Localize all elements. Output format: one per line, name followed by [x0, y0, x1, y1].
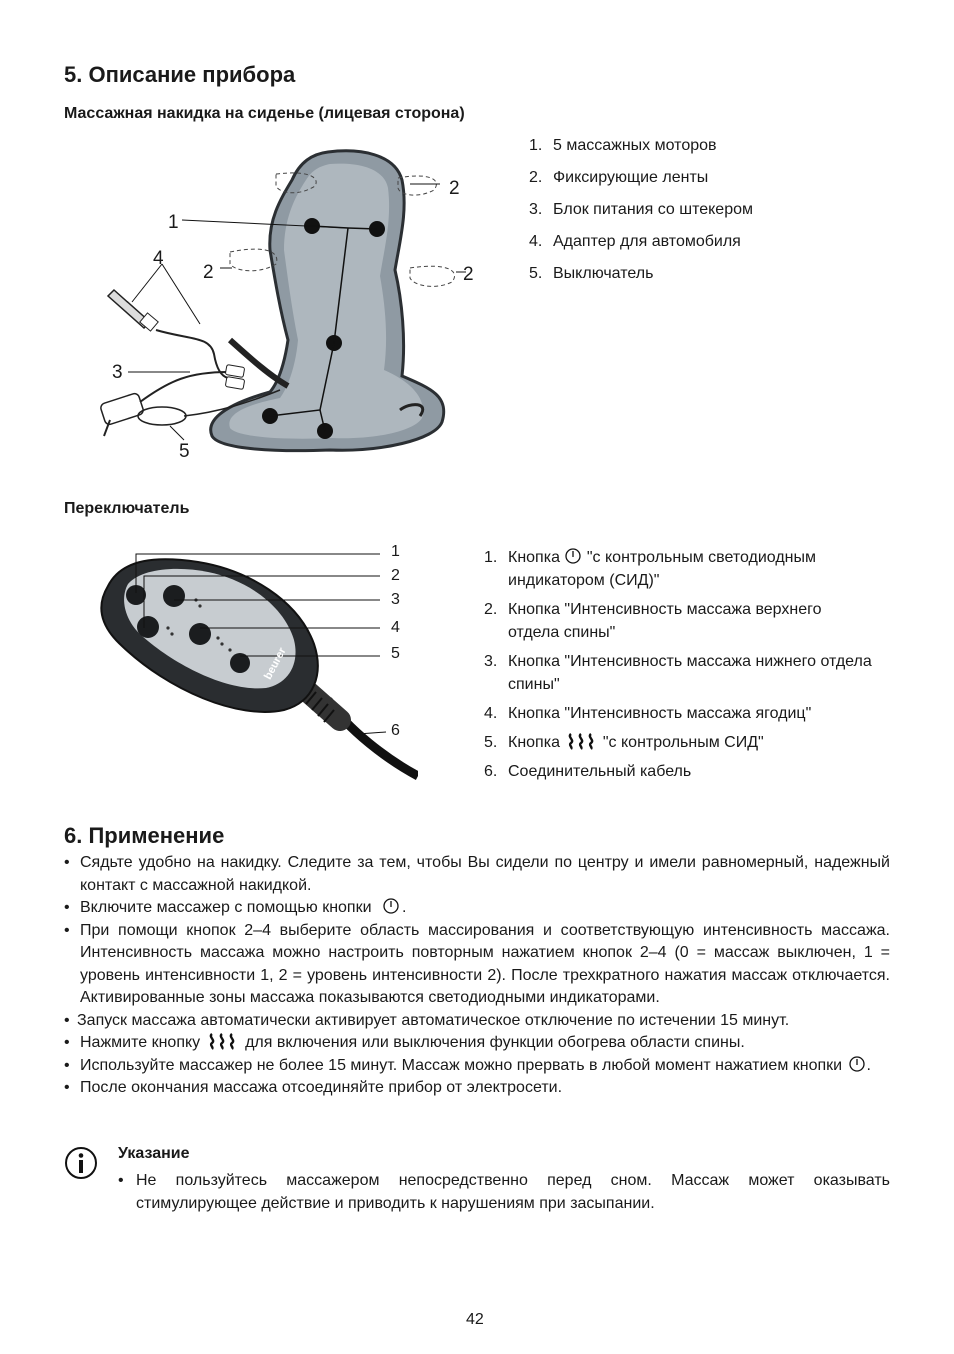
list-item: • Запуск массажа автоматически активирует автоматическое отключение по истечении 15 минут. [64, 1011, 790, 1029]
power-icon [376, 897, 402, 915]
list-item: 2. Фиксирующие ленты [529, 169, 709, 186]
list-item: • Включите массажер с помощью кнопки . [64, 899, 407, 916]
info-icon [64, 1146, 98, 1180]
switch-subtitle: Переключатель [64, 500, 190, 517]
heat-icon [205, 1032, 241, 1050]
list-item: 6. Соединительный кабель [484, 763, 692, 780]
list-item: 5. Кнопка "с контрольным СИД" [484, 734, 764, 751]
list-item: 3. Блок питания со штекером [529, 201, 753, 218]
callout-label: 2 [391, 567, 400, 584]
power-icon [847, 1055, 867, 1073]
list-item: • При помощи кнопок 2–4 выберите область массирования и соответствующую интенсивность массажа. Интенсивность массажа можно настроить повторным нажатием кнопок 2–4 (0 = массаж выключен, 1 = уровень интенсивности 1, 2 = уровень интенсивности 2). После трехкратного нажатия массаж отключается. Активированные зоны массажа показываются светодиодными индикаторами. [64, 921, 890, 1006]
list-item: 4. Кнопка "Интенсивность массажа ягодиц" [484, 705, 812, 722]
callout-label: 3 [391, 591, 400, 608]
callout-label: 2 [203, 262, 214, 283]
callout-label: 4 [153, 248, 164, 269]
brand-logo: beurer [262, 645, 289, 682]
list-item: • Не пользуйтесь массажером непосредственно перед сном. Массаж может оказывать стимулирующее действие и приводить к нарушениям при засыпании. [118, 1172, 890, 1212]
note-list [118, 1170, 890, 1215]
list-item: 1. 5 массажных моторов [529, 137, 717, 154]
callout-label: 4 [391, 619, 400, 636]
list-item: 2. Кнопка "Интенсивность массажа верхнего отдела спины" [484, 601, 822, 641]
section-title: 5. Описание прибора [64, 62, 296, 87]
remote-switch-illustration [88, 540, 418, 784]
callout-label: 5 [179, 441, 190, 462]
seat-parts-list [529, 137, 753, 297]
list-item: 4. Адаптер для автомобиля [529, 233, 741, 250]
callout-label: 1 [391, 543, 400, 560]
list-item: 1. Кнопка "с контрольным светодиодным индикатором (СИД)" [484, 549, 817, 589]
callout-label: 2 [449, 178, 460, 199]
callout-label: 6 [391, 722, 400, 739]
seat-subtitle: Массажная накидка на сиденье (лицевая сторона) [64, 105, 465, 122]
section-title: 6. Применение [64, 823, 225, 848]
power-icon [564, 547, 582, 565]
page-number: 42 [466, 1311, 484, 1328]
car-adapter [108, 290, 228, 378]
list-item: • Используйте массажер не более 15 минут. Массаж можно прервать в любой момент нажатием кнопки . [64, 1056, 871, 1074]
callout-label: 2 [463, 264, 474, 285]
list-item: • Нажмите кнопку для включения или выключения функции обогрева области спины. [64, 1034, 745, 1051]
list-item: • После окончания массажа отсоединяйте прибор от электросети. [64, 1079, 563, 1096]
seat-cover-illustration [80, 140, 500, 480]
usage-list [64, 852, 890, 1100]
heat-icon [564, 732, 598, 750]
callout-label: 1 [168, 212, 179, 233]
list-item: • Сядьте удобно на накидку. Следите за тем, чтобы Вы сидели по центру и имели равномерный, надежный контакт с массажной накидкой. [64, 854, 890, 894]
callout-label: 5 [391, 645, 400, 662]
list-item: 3. Кнопка "Интенсивность массажа нижнего отдела спины" [484, 653, 872, 693]
callout-label: 3 [112, 362, 123, 383]
switch-parts-list [484, 546, 874, 783]
note-title: Указание [118, 1145, 190, 1162]
list-item: 5. Выключатель [529, 265, 654, 282]
